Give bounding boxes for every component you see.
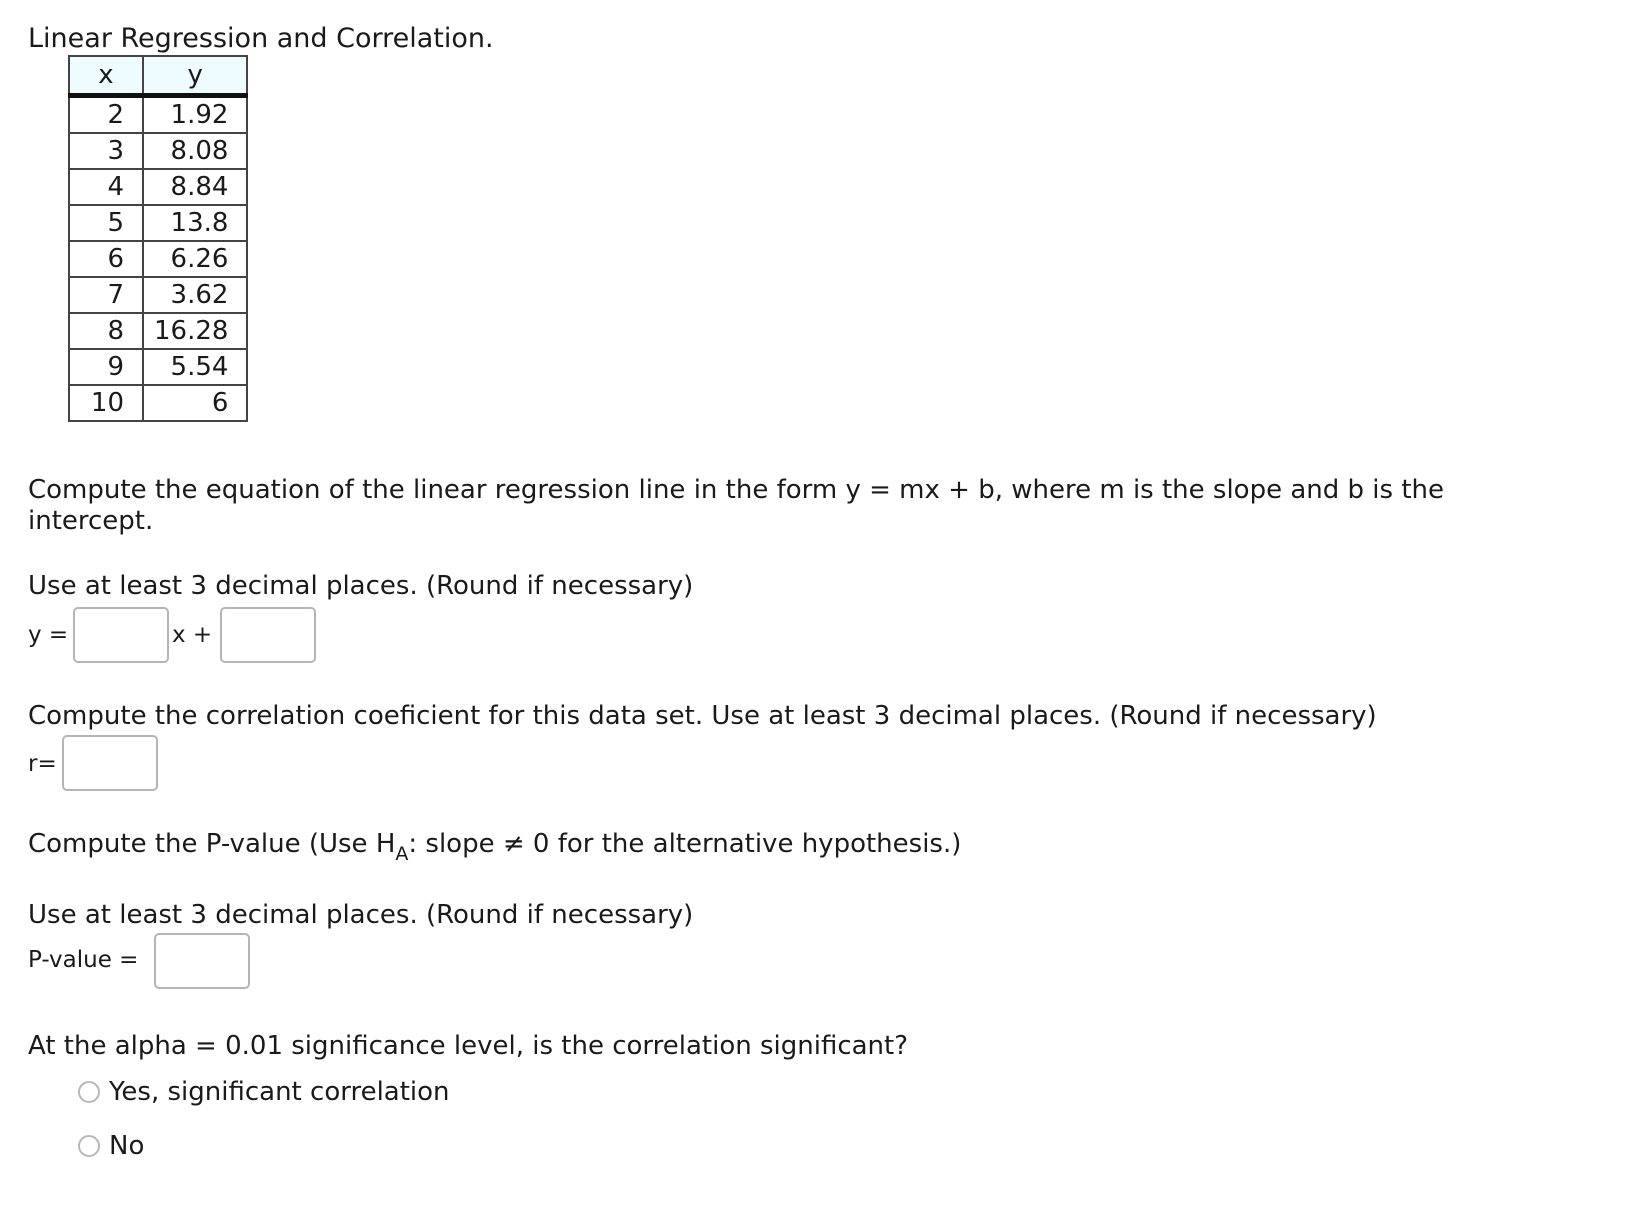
regression-prompt: Compute the equation of the linear regression line in the form y = mx + b, where m is the slope and b is the — [28, 475, 1445, 505]
x-plus-label: x + — [172, 622, 213, 648]
table-row — [69, 205, 247, 241]
column-header-y: y — [143, 56, 247, 96]
cell-y: 8.08 — [143, 133, 247, 169]
table-row — [69, 133, 247, 169]
radio-yes[interactable] — [78, 1081, 100, 1103]
table-row — [69, 313, 247, 349]
pvalue-label: P-value = — [28, 947, 139, 973]
cell-x: 6 — [69, 241, 143, 277]
cell-x: 3 — [69, 133, 143, 169]
pvalue-prompt-end: : slope ≠ 0 for the alternative hypothesis.) — [408, 829, 962, 859]
option-yes[interactable] — [78, 1077, 450, 1107]
table-row — [69, 277, 247, 313]
pvalue-decimals-note: Use at least 3 decimal places. (Round if necessary) — [28, 900, 694, 930]
cell-y: 16.28 — [143, 313, 247, 349]
cell-y: 6 — [143, 385, 247, 421]
cell-y: 3.62 — [143, 277, 247, 313]
regression-decimals-note: Use at least 3 decimal places. (Round if necessary) — [28, 571, 694, 601]
radio-no[interactable] — [78, 1135, 100, 1157]
cell-x: 8 — [69, 313, 143, 349]
column-header-x: x — [69, 56, 143, 96]
pvalue-prompt-start: Compute the P-value (Use H — [28, 829, 396, 859]
option-no-label: No — [109, 1131, 145, 1161]
cell-y: 6.26 — [143, 241, 247, 277]
page-title: Linear Regression and Correlation. — [28, 23, 494, 54]
cell-x: 10 — [69, 385, 143, 421]
option-no[interactable] — [78, 1131, 144, 1161]
y-equals-label: y = — [28, 622, 69, 648]
table-row — [69, 349, 247, 385]
cell-y: 5.54 — [143, 349, 247, 385]
table-row — [69, 96, 247, 134]
slope-input[interactable] — [73, 607, 169, 663]
table-row — [69, 241, 247, 277]
regression-prompt-continued: intercept. — [28, 506, 154, 536]
cell-x: 2 — [69, 96, 143, 134]
pvalue-prompt-subscript: A — [395, 843, 409, 865]
cell-x: 5 — [69, 205, 143, 241]
table-row — [69, 169, 247, 205]
cell-y: 8.84 — [143, 169, 247, 205]
option-yes-label: Yes, significant correlation — [109, 1077, 450, 1107]
table-header-row — [69, 56, 247, 96]
correlation-prompt: Compute the correlation coeficient for this data set. Use at least 3 decimal places. (Round if necessary) — [28, 701, 1377, 731]
significance-prompt: At the alpha = 0.01 significance level, is the correlation significant? — [28, 1031, 909, 1061]
cell-x: 7 — [69, 277, 143, 313]
table-row — [69, 385, 247, 421]
cell-x: 4 — [69, 169, 143, 205]
data-table — [68, 55, 248, 422]
cell-y: 13.8 — [143, 205, 247, 241]
correlation-input[interactable] — [62, 735, 158, 791]
cell-x: 9 — [69, 349, 143, 385]
cell-y: 1.92 — [143, 96, 247, 134]
intercept-input[interactable] — [220, 607, 316, 663]
pvalue-input[interactable] — [154, 933, 250, 989]
pvalue-prompt — [28, 828, 961, 870]
r-equals-label: r= — [28, 751, 57, 777]
